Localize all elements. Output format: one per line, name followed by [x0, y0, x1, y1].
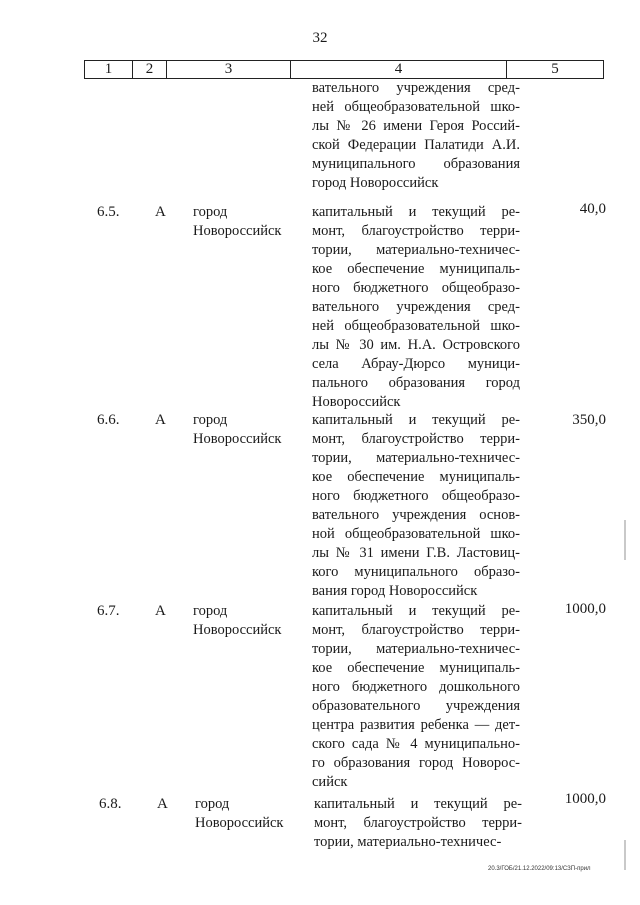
scan-mark	[624, 840, 626, 870]
desc-line: кого муниципального образо-	[312, 564, 520, 580]
column-header-1: 1	[85, 61, 133, 79]
row-amount: 1000,0	[564, 601, 606, 617]
column-header-5: 5	[507, 61, 604, 79]
desc-line: пального образования город	[312, 375, 520, 391]
desc-line: го образования город Новорос-	[312, 755, 520, 771]
row-number: 6.5.	[97, 204, 120, 220]
desc-line: лы № 31 имени Г.В. Ластовиц-	[312, 545, 520, 561]
desc-line: город Новороссийск	[312, 175, 439, 191]
row-category: А	[155, 204, 166, 220]
page-number: 32	[312, 30, 328, 46]
row-description	[314, 795, 522, 852]
row-number: 6.8.	[99, 796, 122, 812]
desc-line: тории, материально-техничес-	[312, 242, 520, 258]
row-amount: 40,0	[579, 201, 606, 217]
city-line: Новороссийск	[193, 622, 282, 638]
desc-line: ней общеобразовательной шко-	[312, 318, 520, 334]
desc-line: капитальный и текущий ре-	[312, 204, 520, 220]
row-city	[193, 203, 281, 241]
city-line: Новороссийск	[193, 431, 282, 447]
city-line: город	[193, 603, 228, 619]
row-description	[312, 411, 520, 601]
city-line: Новороссийск	[195, 815, 284, 831]
desc-line: центра развития ребенка — дет-	[312, 717, 520, 733]
desc-line: вания город Новороссийск	[312, 583, 478, 599]
city-line: город	[195, 796, 230, 812]
city-line: Новороссийск	[193, 223, 282, 239]
desc-line: ного бюджетного дошкольного	[312, 679, 520, 695]
desc-line: монт, благоустройство терри-	[312, 223, 520, 239]
desc-line: ного бюджетного общеобразо-	[312, 488, 520, 504]
column-header-4: 4	[291, 61, 507, 79]
desc-line: ной общеобразовательной шко-	[312, 526, 520, 542]
desc-line: монт, благоустройство терри-	[312, 431, 520, 447]
row-category: А	[155, 412, 166, 428]
desc-line: вательного учреждения сред-	[312, 80, 520, 96]
row-amount: 350,0	[572, 412, 606, 428]
desc-line: тории, материально-техничес-	[312, 450, 520, 466]
desc-line: Новороссийск	[312, 394, 401, 410]
row-city	[193, 411, 281, 449]
desc-line: капитальный и текущий ре-	[312, 412, 520, 428]
desc-line: вательного учреждения сред-	[312, 299, 520, 315]
desc-line: кое обеспечение муниципаль-	[312, 660, 520, 676]
desc-line: капитальный и текущий ре-	[314, 796, 522, 812]
row-number: 6.6.	[97, 412, 120, 428]
desc-line: кое обеспечение муниципаль-	[312, 261, 520, 277]
scan-mark	[624, 520, 626, 560]
desc-line: лы № 26 имени Героя Россий-	[312, 118, 520, 134]
desc-line: монт, благоустройство терри-	[314, 815, 522, 831]
row-city	[193, 602, 281, 640]
desc-line: села Абрау-Дюрсо муници-	[312, 356, 520, 372]
row-description	[312, 602, 520, 792]
city-line: город	[193, 412, 228, 428]
row-city	[195, 795, 283, 833]
column-header-table	[84, 60, 604, 79]
row-category: А	[157, 796, 168, 812]
desc-line: ской Федерации Палатиди А.И.	[312, 137, 520, 153]
row-description	[312, 203, 520, 412]
desc-line: муниципального образования	[312, 156, 520, 172]
desc-line: ней общеобразовательной шко-	[312, 99, 520, 115]
row-amount: 1000,0	[564, 791, 606, 807]
desc-line: кое обеспечение муниципаль-	[312, 469, 520, 485]
row-number: 6.7.	[97, 603, 120, 619]
desc-line: сийск	[312, 774, 348, 790]
footer-stamp: 20.3/ГОБ/21.12.2022/09:13/СЗП-прил	[488, 866, 591, 872]
row-category: А	[155, 603, 166, 619]
column-header-2: 2	[133, 61, 167, 79]
city-line: город	[193, 204, 228, 220]
desc-line: вательного учреждения основ-	[312, 507, 520, 523]
desc-line: монт, благоустройство терри-	[312, 622, 520, 638]
desc-line: образовательного учреждения	[312, 698, 520, 714]
desc-line: тории, материально-техничес-	[312, 641, 520, 657]
desc-line: ного бюджетного общеобразо-	[312, 280, 520, 296]
desc-line: тории, материально-техничес-	[314, 834, 502, 850]
column-header-3: 3	[167, 61, 291, 79]
desc-line: ского сада № 4 муниципально-	[312, 736, 520, 752]
continued-description	[312, 79, 520, 193]
desc-line: капитальный и текущий ре-	[312, 603, 520, 619]
desc-line: лы № 30 им. Н.А. Островского	[312, 337, 520, 353]
